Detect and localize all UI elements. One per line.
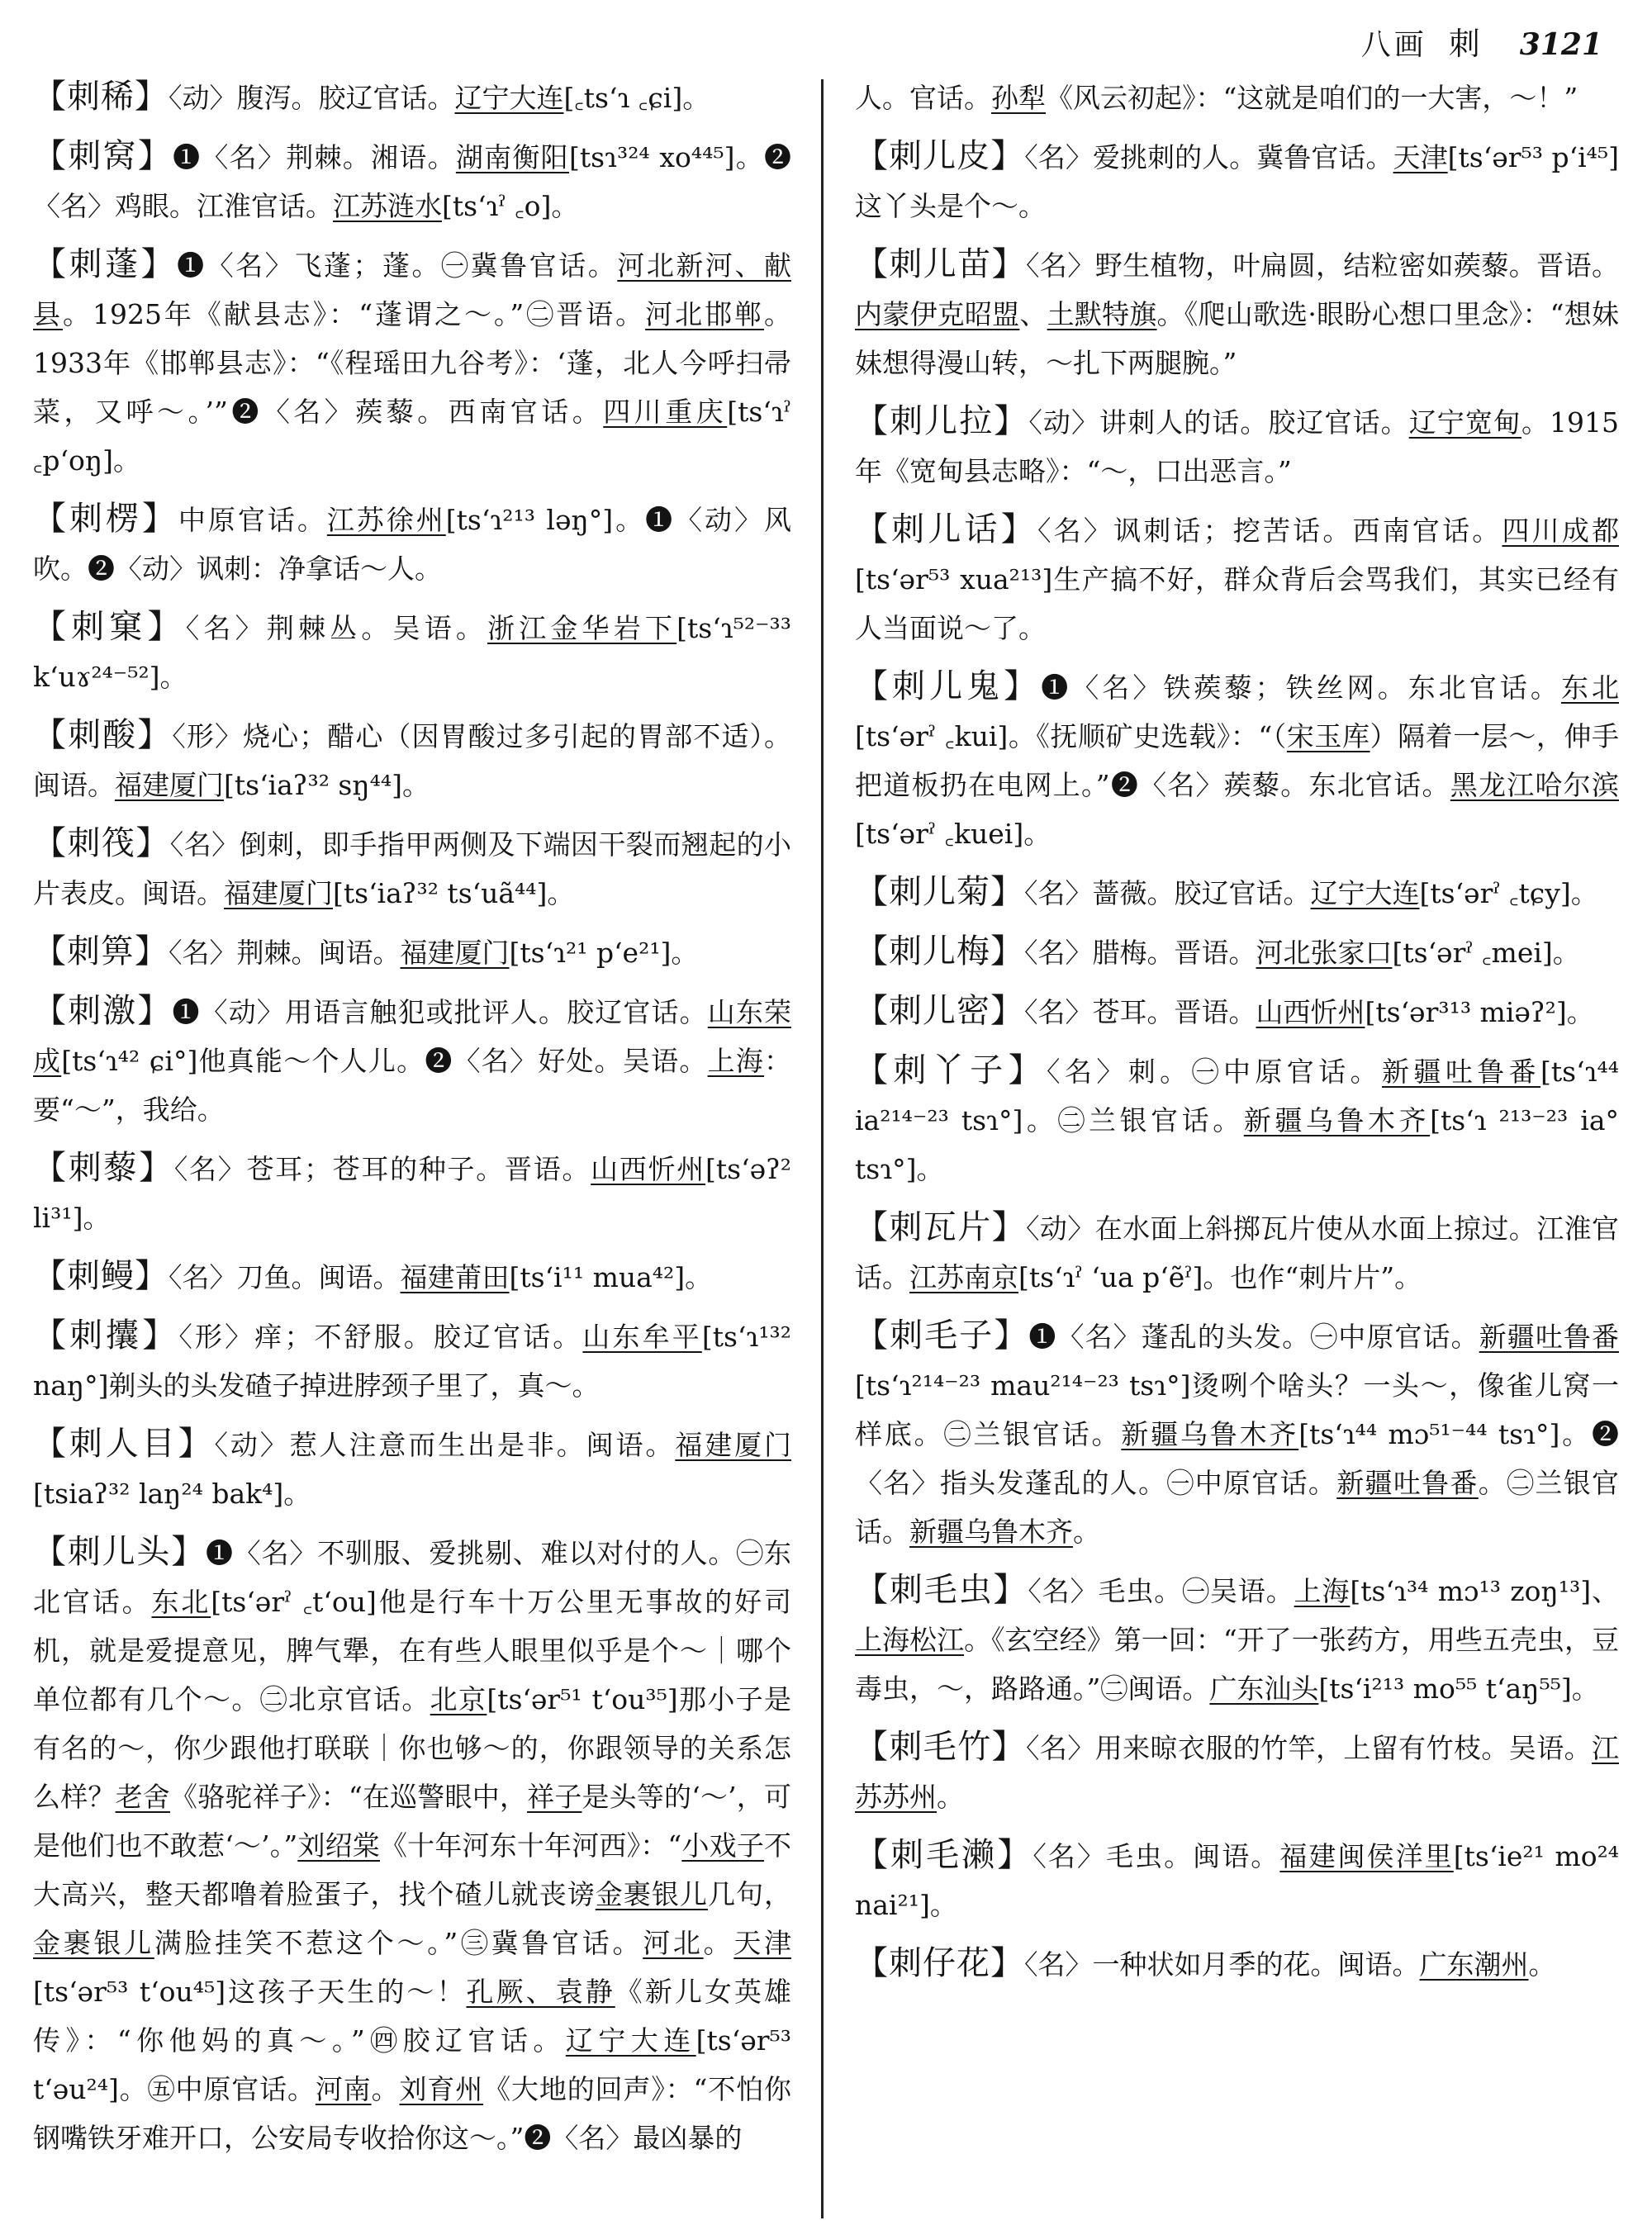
entry-text: [tsʻɿ⁴⁴ ia²¹⁴⁻²³ tsɿ°]。㊁兰银官话。 [855, 1056, 1619, 1136]
entry-text: ❶〈名〉飞蓬；蓬。㊀冀鲁官话。 [177, 249, 618, 282]
dictionary-entry [33, 132, 791, 230]
underlined-term: 新疆吐鲁番 [1336, 1467, 1479, 1499]
entry-text: 不大高兴，整天都噜着脸蛋子，找个碴儿就丧谤 [33, 1829, 791, 1910]
underlined-term: 刘育州 [399, 2073, 484, 2105]
entry-text: 《风云初起》：“这就是咱们的一大害，～！” [1046, 82, 1578, 114]
headword: 【刺激】 [33, 992, 173, 1030]
underlined-term: 新疆乌鲁木齐 [909, 1516, 1073, 1548]
headword: 【刺儿鬼】 [855, 667, 1042, 705]
entry-text: 。 [1073, 1516, 1100, 1548]
dictionary-entry [33, 73, 791, 122]
underlined-term: 内蒙伊克昭盟 [855, 298, 1020, 330]
underlined-term: 四川重庆 [603, 396, 728, 428]
underlined-term: 福建厦门 [675, 1429, 791, 1461]
entry-text: [tsʻər⁵³ tʻou⁴⁵]这孩子天生的～！ [33, 1976, 467, 2008]
underlined-term: 福建厦门 [115, 769, 224, 801]
underlined-term: 山东牟平 [582, 1321, 702, 1353]
headword: 【刺筏】 [33, 824, 170, 862]
entry-text: 〈动〉在水面上斜掷瓦片使从水面上掠过。江淮官话。 [855, 1212, 1619, 1293]
underlined-term: 北京 [430, 1683, 487, 1715]
entry-text: 〈名〉荆棘丛。吴语。 [185, 612, 488, 644]
dictionary-entry [33, 603, 791, 701]
underlined-term: 江苏涟水 [333, 190, 442, 222]
entry-text: [tsʻər⁵¹ tʻou³⁵]那小子是有名的～，你少跟他打联联｜你也够～的，你跟领导的关系怎么样？ [33, 1683, 791, 1813]
headword: 【刺儿话】 [855, 510, 1037, 548]
page-header [1360, 18, 1602, 62]
entry-text: ：要“～”，我给。 [33, 1045, 791, 1126]
headword: 【刺藜】 [33, 1149, 174, 1187]
underlined-term: 辽宁宽甸 [1408, 406, 1521, 439]
underlined-term: 老舍 [115, 1781, 170, 1813]
entry-text: [tsʻərˀ ꜀tɕy]。 [1419, 877, 1598, 909]
page-number: 3121 [1519, 27, 1602, 62]
headword: 【刺酸】 [33, 716, 173, 754]
underlined-term: 山东荣成 [33, 996, 791, 1077]
entry-text: [tsɿ³²⁴ xo⁴⁴⁵]。❷〈名〉鸡眼。江淮官话。 [33, 141, 791, 222]
underlined-term: 上海 [707, 1045, 765, 1077]
headword: 【刺人目】 [33, 1425, 215, 1463]
underlined-term: 东北 [1560, 671, 1619, 704]
entry-text: [tsʻərˀ ꜀mei]。 [1392, 937, 1580, 969]
entry-text: [tsʻər⁵³ pʻi⁴⁵]这丫头是个～。 [855, 141, 1619, 222]
underlined-term: 河北 [643, 1927, 704, 1959]
entry-text: [tsʻɿ⁴⁴ mɔ⁵¹⁻⁴⁴ tsɿ°]。❷〈名〉指头发蓬乱的人。㊀中原官话。 [855, 1418, 1619, 1499]
dictionary-entry [855, 662, 1619, 858]
entry-text: 〈名〉野生植物，叶扁圆，结粒密如蒺藜。晋语。 [1026, 249, 1619, 282]
underlined-term: 广东潮州 [1419, 1948, 1529, 1981]
headword: 【刺毛子】 [855, 1317, 1029, 1355]
headword: 【刺攮】 [33, 1317, 179, 1355]
left-column [33, 73, 791, 2220]
underlined-term: 辽宁大连 [454, 82, 564, 114]
entry-text: [tsʻər³¹³ miəʔ²]。 [1365, 996, 1594, 1028]
underlined-term: 黑龙江哈尔滨 [1450, 769, 1619, 801]
dictionary-entry [33, 928, 791, 977]
entry-text: [tsʻɿ³⁴ mɔ¹³ zoŋ¹³]、 [1350, 1575, 1619, 1607]
underlined-term: 土默特旗 [1047, 298, 1157, 330]
entry-text: [tsʻie²¹ mo²⁴ nai²¹]。 [855, 1840, 1619, 1921]
dictionary-entry [33, 240, 791, 485]
dictionary-entry [855, 1723, 1619, 1821]
headword: 【刺瓦片】 [855, 1208, 1027, 1246]
underlined-term: 新疆乌鲁木齐 [1243, 1104, 1431, 1136]
entry-text: [tsʻɿ²¹ pʻe²¹]。 [509, 937, 699, 969]
headword: 【刺毛虫】 [855, 1571, 1028, 1609]
underlined-term: 江苏南京 [909, 1261, 1018, 1293]
headword: 【刺儿头】 [33, 1533, 206, 1571]
entry-text: 〈名〉用来晾衣服的竹竿，上留有竹枝。吴语。 [1026, 1732, 1593, 1764]
underlined-term: 湖南衡阳 [455, 141, 569, 173]
underlined-term: 福建莆田 [400, 1261, 510, 1293]
entry-text: 是头等的‘～’，可是他们也不敢惹‘～’。” [33, 1781, 791, 1862]
entry-text: 〈名〉毛虫。闽语。 [1032, 1840, 1280, 1872]
entry-text: 。㊁兰银官话。 [855, 1467, 1619, 1548]
dictionary-entry [855, 1831, 1619, 1929]
entry-text: ）隔着一层～，伸手把道板扔在电网上。”❷〈名〉蒺藜。东北官话。 [855, 720, 1619, 801]
headword: 【刺儿拉】 [855, 402, 1029, 440]
dictionary-entry [33, 819, 791, 918]
headword: 【刺窠】 [33, 608, 186, 646]
headword: 【刺窝】 [33, 137, 173, 175]
entry-text: 《大地的回声》：“不怕你钢嘴铁牙难开口，公安局专收拾你这～。”❷〈名〉最凶暴的 [33, 2073, 791, 2154]
entry-text: 《十年河东十年河西》：“ [379, 1829, 682, 1862]
entry-text: ❶〈名〉荆棘。湘语。 [173, 141, 456, 173]
underlined-term: 山西忻州 [1256, 996, 1365, 1028]
entry-text: 〈形〉烧心；醋心（因胃酸过多引起的胃部不适）。闽语。 [33, 720, 791, 801]
dictionary-entry [33, 1312, 791, 1410]
entry-text: 《新儿女英雄传》：“你他妈的真～。”㊃胶辽官话。 [33, 1976, 791, 2057]
entry-text: ❶〈名〉蓬乱的头发。㊀中原官话。 [1028, 1321, 1479, 1353]
section-label: 八画 [1360, 28, 1427, 62]
underlined-term: 辽宁大连 [1310, 877, 1420, 909]
entry-text: [tsiaʔ³² laŋ²⁴ bak⁴]。 [33, 1478, 311, 1510]
entry-text: 〈名〉一种状如月季的花。闽语。 [1024, 1948, 1420, 1981]
dictionary-entry [33, 711, 791, 809]
headword: 【刺儿菊】 [855, 873, 1024, 911]
underlined-term: 金裹银儿 [33, 1927, 154, 1959]
entry-text: 人。官话。 [855, 82, 991, 114]
entry-text: 〈名〉爱挑刺的人。冀鲁官话。 [1024, 141, 1393, 173]
headword: 【刺儿密】 [855, 992, 1024, 1030]
underlined-term: 新疆吐鲁番 [1479, 1321, 1619, 1353]
underlined-term: 上海松江 [855, 1624, 965, 1656]
entry-text: [tsʻi¹¹ mua⁴²]。 [509, 1261, 713, 1293]
entry-text: 。《玄空经》第一回：“开了一张药方，用些五壳虫，豆毒虫，～，路路通。”㊁闽语。 [855, 1624, 1619, 1705]
underlined-term: 新疆吐鲁番 [1382, 1056, 1541, 1088]
headword: 【刺楞】 [33, 500, 178, 538]
underlined-term: 上海 [1294, 1575, 1351, 1607]
underlined-term: 小戏子 [681, 1829, 764, 1862]
entry-text: 。1915年《宽甸县志略》：“～，口出恶言。” [855, 406, 1619, 487]
headword: 【刺仔花】 [855, 1944, 1024, 1982]
entry-text: [tsʻər⁵³ xua²¹³]生产搞不好，群众背后会骂我们，其实已经有人当面说～了。 [855, 563, 1619, 644]
entry-text: 《骆驼祥子》：“在巡警眼中， [169, 1781, 528, 1813]
underlined-term: 山西忻州 [591, 1153, 706, 1185]
underlined-term: 金裹银儿 [595, 1878, 708, 1910]
dictionary-entry [855, 1566, 1619, 1713]
entry-text: [tsʻɿ²¹⁴⁻²³ mau²¹⁴⁻²³ tsɿ°]烫咧个啥头？一头～，像雀儿窝一样底。㊁兰银官话。 [855, 1369, 1619, 1450]
headword: 【刺蓬】 [33, 245, 178, 283]
underlined-term: 祥子 [527, 1781, 582, 1813]
underlined-term: 河北新河、献县 [33, 249, 791, 330]
entry-text: [tsʻɿ ²¹³⁻²³ ia° tsɿ°]。 [855, 1104, 1619, 1185]
entry-text: [tsʻəʔ² li³¹]。 [33, 1153, 791, 1234]
entry-text: 、 [1019, 298, 1047, 330]
dictionary-entry [33, 1528, 791, 2162]
dictionary-entry [855, 868, 1619, 918]
underlined-term: 福建闽侯洋里 [1279, 1840, 1454, 1872]
underlined-term: 刘绍棠 [297, 1829, 380, 1862]
entry-text: 〈名〉苍耳；苍耳的种子。晋语。 [173, 1153, 591, 1185]
entry-text: 〈动〉惹人注意而生出是非。闽语。 [214, 1429, 676, 1461]
entry-text: [tsʻɿ⁵²⁻³³ kʻuɤ²⁴⁻⁵²]。 [33, 612, 791, 693]
headword: 【刺儿苗】 [855, 245, 1027, 283]
section-character: 刺 [1448, 26, 1480, 62]
dictionary-entry [33, 1144, 791, 1242]
entry-text: 。1933年《邯郸县志》：“《程瑶田九谷考》：‘蓬，北人今呼扫帚菜，又呼～。’”❷〈名〉蒺藜。西南官话。 [33, 298, 791, 428]
dictionary-entry [855, 1939, 1619, 1989]
underlined-term: 天津 [1393, 141, 1448, 173]
entry-text: 〈名〉毛虫。㊀吴语。 [1028, 1575, 1294, 1607]
entry-text: ❶〈名〉不驯服、爱挑剔、难以对付的人。㊀东北官话。 [33, 1537, 791, 1618]
entry-text: [tsʻiaʔ³² sŋ⁴⁴]。 [224, 769, 430, 801]
entry-text: 几句， [707, 1878, 791, 1910]
entry-text: 〈名〉讽刺话；挖苦话。西南官话。 [1037, 515, 1502, 547]
headword: 【刺毛濑】 [855, 1836, 1033, 1874]
entry-text: [tsʻiaʔ³² tsʻuã⁴⁴]。 [333, 877, 575, 909]
underlined-term: 孔厥、袁静 [466, 1976, 615, 2008]
underlined-term: 广东汕头 [1209, 1672, 1319, 1705]
underlined-term: 辽宁大连 [565, 2024, 696, 2057]
entry-text: 〈名〉刺。㊀中原官话。 [1047, 1056, 1382, 1088]
underlined-term: 宋玉库 [1286, 720, 1370, 752]
dictionary-entry [855, 505, 1619, 652]
entry-text: 〈形〉痒；不舒服。胶辽官话。 [178, 1321, 583, 1353]
entry-text: 中原官话。 [178, 504, 327, 536]
entry-text: [tsʻɿˀ ꜀o]。 [442, 190, 579, 222]
headword: 【刺儿皮】 [855, 137, 1025, 175]
headword: 【刺丫子】 [855, 1051, 1047, 1089]
right-column [855, 73, 1619, 2220]
entry-text: 〈名〉刀鱼。闽语。 [169, 1261, 401, 1293]
entry-text: [tsʻərˀ ꜀tʻou]他是行车十万公里无事故的好司机，就是爱提意见，脾气犟，在有些人眼里似乎是个～｜哪个单位都有几个～。㊁北京官话。 [33, 1586, 791, 1715]
headword: 【刺箅】 [33, 932, 169, 970]
entry-text: 〈动〉讲刺人的话。胶辽官话。 [1028, 406, 1409, 439]
headword: 【刺稀】 [33, 78, 169, 116]
entry-text: 〈名〉腊梅。晋语。 [1024, 937, 1256, 969]
dictionary-entry [855, 928, 1619, 977]
dictionary-entry [855, 132, 1619, 230]
entry-text: 。1925年《献县志》：“蓬谓之～。”㊁晋语。 [62, 298, 646, 330]
entry-text: [tsʻərˀ ꜀kui]。《抚顺矿史选载》：“（ [855, 720, 1287, 752]
entry-text: 。 [703, 1927, 734, 1959]
headword: 【刺毛竹】 [855, 1728, 1027, 1766]
entry-text: [tsʻɿˀ ꜀pʻoŋ]。 [33, 396, 791, 477]
dictionary-entry [855, 397, 1619, 496]
headword: 【刺儿梅】 [855, 932, 1024, 970]
entry-text: [tsʻər⁵³ tʻəu²⁴]。㊄中原官话。 [33, 2024, 791, 2105]
underlined-term: 江苏徐州 [326, 504, 446, 536]
entry-text: [tsʻɿ⁴² ɕi°]他真能～个人儿。❷〈名〉好处。吴语。 [61, 1045, 708, 1077]
dictionary-entry [855, 73, 1619, 122]
underlined-term: 孙犁 [991, 82, 1046, 114]
entry-text: 。 [1528, 1948, 1556, 1981]
entry-text: [tsʻɿ²¹³ ləŋ°]。❶〈动〉风吹。❷〈动〉讽刺：净拿话～人。 [33, 504, 791, 585]
column-divider [821, 79, 824, 2218]
underlined-term: 河北邯郸 [645, 298, 765, 330]
entry-text: [꜀tsʻɿ ꜀ɕi]。 [563, 82, 710, 114]
entry-text: [tsʻərˀ ꜀kuei]。 [855, 818, 1051, 850]
entry-text: 〈名〉苍耳。晋语。 [1024, 996, 1256, 1028]
headword: 【刺鳗】 [33, 1257, 169, 1295]
dictionary-entry [855, 1203, 1619, 1302]
underlined-term: 浙江金华岩下 [487, 612, 677, 644]
entry-text: [tsʻi²¹³ mo⁵⁵ tʻaŋ⁵⁵]。 [1318, 1672, 1599, 1705]
dictionary-entry [855, 240, 1619, 387]
entry-text: 。《爬山歌选·眼盼心想口里念》：“想妹妹想得漫山转，～扎下两腿腕。” [855, 298, 1619, 379]
underlined-term: 江苏苏州 [855, 1732, 1619, 1813]
underlined-term: 天津 [733, 1927, 791, 1959]
dictionary-entry [855, 1312, 1619, 1556]
dictionary-entry [33, 1420, 791, 1518]
entry-text: [tsʻɿˀ ʻua pʻẽˀ]。也作“刺片片”。 [1018, 1261, 1422, 1293]
entry-text: 〈名〉荆棘。闽语。 [169, 937, 401, 969]
entry-text: 〈名〉蔷薇。胶辽官话。 [1024, 877, 1311, 909]
underlined-term: 河北张家口 [1256, 937, 1393, 969]
underlined-term: 福建厦门 [400, 937, 510, 969]
entry-text: 〈动〉腹泻。胶辽官话。 [169, 82, 455, 114]
underlined-term: 福建厦门 [224, 877, 333, 909]
entry-text: ❶〈名〉铁蒺藜；铁丝网。东北官话。 [1041, 671, 1561, 704]
underlined-term: 东北 [151, 1586, 211, 1618]
dictionary-entry [33, 495, 791, 593]
entry-text: 满脸挂笑不惹这个～。”㊂冀鲁官话。 [154, 1927, 643, 1959]
dictionary-entry [855, 1046, 1619, 1193]
underlined-term: 新疆乌鲁木齐 [1121, 1418, 1299, 1450]
dictionary-entry [33, 1252, 791, 1302]
underlined-term: 河南 [315, 2073, 372, 2105]
entry-text: [tsʻɿ¹³² naŋ°]剃头的头发碴子掉进脖颈子里了，真～。 [33, 1321, 791, 1402]
entry-text: 。 [937, 1781, 964, 1813]
entry-text: 〈名〉倒刺，即手指甲两侧及下端因干裂而翘起的小片表皮。闽语。 [33, 828, 791, 909]
dictionary-entry [33, 987, 791, 1134]
entry-text: 。 [371, 2073, 400, 2105]
underlined-term: 四川成都 [1502, 515, 1619, 547]
entry-text: ❶〈动〉用语言触犯或批评人。胶辽官话。 [172, 996, 708, 1028]
dictionary-entry [855, 987, 1619, 1037]
